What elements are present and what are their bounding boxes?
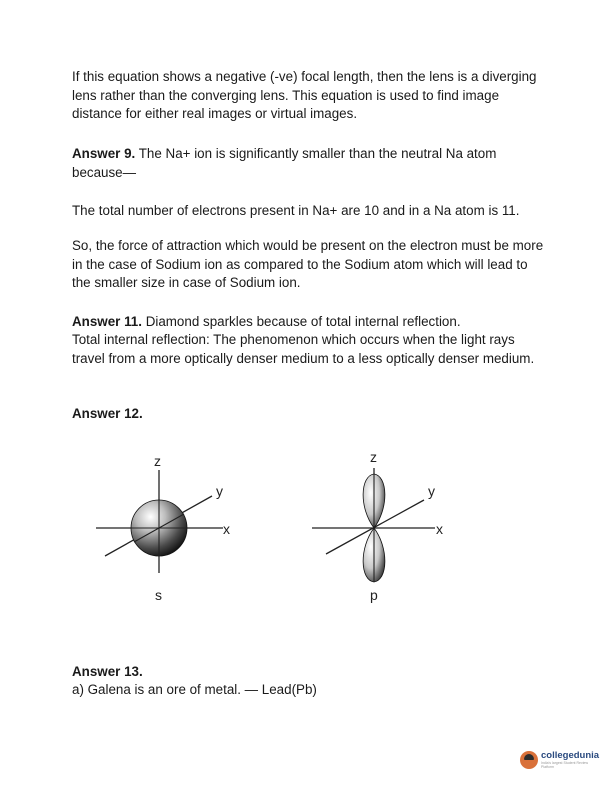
s-name-label: s	[155, 587, 162, 603]
galena-paragraph: a) Galena is an ore of metal. — Lead(Pb)	[72, 682, 317, 697]
p-y-label: y	[428, 483, 435, 499]
s-z-label: z	[154, 453, 161, 469]
s-orbital	[96, 453, 230, 603]
answer-9	[72, 145, 546, 182]
answer-13	[72, 663, 546, 682]
mascot-icon	[520, 751, 538, 769]
s-y-label: y	[216, 483, 223, 499]
logo-name: collegedunia	[541, 749, 600, 761]
lens-paragraph: If this equation shows a negative (-ve) focal length, then the lens is a diverging lens rather than the converging lens. This equation is used to find image distance for either real images or virtual images.	[72, 69, 537, 122]
logo-tagline: India's largest Student Review Platform	[541, 761, 588, 769]
answer-9-label: Answer 9.	[72, 146, 136, 161]
p-x-label: x	[436, 521, 443, 537]
answer-11-label: Answer 11.	[72, 314, 142, 329]
orbital-diagram	[80, 448, 480, 608]
answer-11-text: Diamond sparkles because of total internal reflection.	[141, 314, 461, 329]
p-name-label: p	[370, 587, 378, 603]
collegedunia-logo	[520, 745, 600, 775]
force-paragraph: So, the force of attraction which would be present on the electron must be more in the case of Sodium ion as compared to the Sodium atom which will lead to the smaller size in case of Sodium ion.	[72, 238, 544, 291]
answer-12-label: Answer 12.	[72, 406, 143, 421]
answer-11	[72, 313, 546, 332]
p-z-label: z	[370, 449, 377, 465]
electrons-paragraph: The total number of electrons present in Na+ are 10 and in a Na atom is 11.	[72, 203, 520, 218]
answer-9-text: The Na+ ion is significantly smaller than the neutral Na atom because—	[72, 146, 497, 180]
answer-12	[72, 405, 546, 424]
tir-paragraph: Total internal reflection: The phenomenon which occurs when the light rays travel from a more optically denser medium to a less optically denser medium.	[72, 332, 535, 366]
p-orbital	[312, 449, 443, 603]
answer-13-label: Answer 13.	[72, 664, 143, 679]
s-x-label: x	[223, 521, 230, 537]
